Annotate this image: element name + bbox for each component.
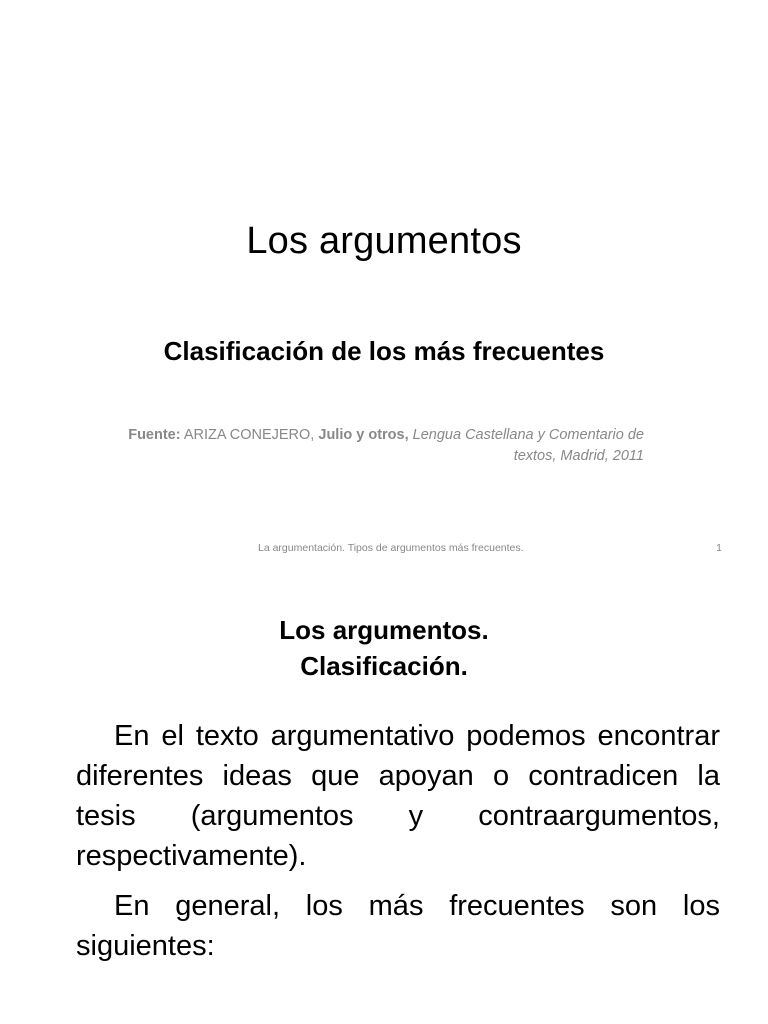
slide2-title-line2: Clasificación. xyxy=(300,651,468,681)
slide2-body xyxy=(76,716,720,976)
source-author-first: Julio y otros, xyxy=(318,427,409,443)
source-work: Lengua Castellana y Comentario de textos, Madrid, 2011 xyxy=(412,427,644,464)
paragraph-1: En el texto argumentativo podemos encontrar diferentes ideas que apoyan o contradicen la tesis (argumentos y contraargumentos, respectivamente). xyxy=(76,720,720,872)
slide-2 xyxy=(0,570,768,1024)
slide-subtitle: Clasificación de los más frecuentes xyxy=(163,336,605,366)
slide2-title xyxy=(0,612,768,684)
source-author-last: ARIZA CONEJERO, xyxy=(183,427,315,443)
paragraph-2: En general, los más frecuentes son los siguientes: xyxy=(76,890,720,962)
source-citation xyxy=(124,425,644,467)
slide2-title-line1: Los argumentos. xyxy=(279,615,489,645)
slide-footer: La argumentación. Tipos de argumentos más frecuentes. xyxy=(258,542,524,554)
page-number: 1 xyxy=(716,542,722,554)
source-label: Fuente: xyxy=(128,427,181,443)
slide-title: Los argumentos xyxy=(246,220,522,262)
